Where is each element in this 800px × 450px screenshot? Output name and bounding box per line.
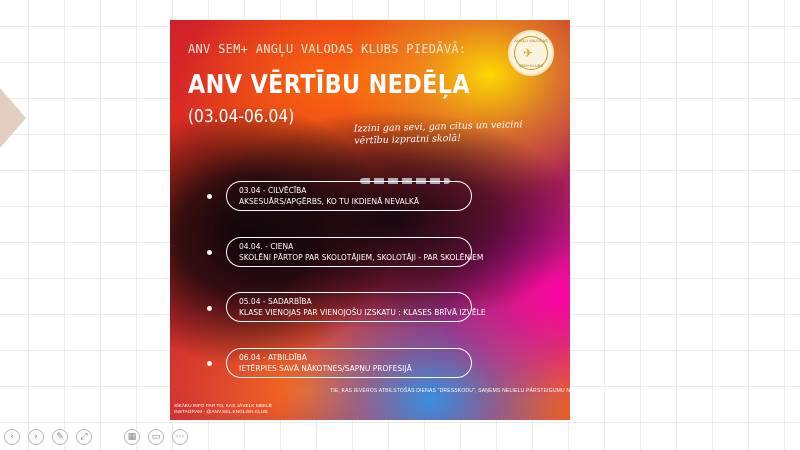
tagline-line-2: vērtību izpratni skolā! bbox=[354, 132, 462, 147]
event-4-title: 06.04 - ATBILDĪBA bbox=[239, 353, 307, 362]
tagline-line-1: Izzini gan sevi, gan citus un veicini bbox=[353, 119, 523, 135]
prev-icon[interactable]: ‹ bbox=[4, 429, 20, 445]
slide-poster bbox=[170, 20, 621, 420]
poster-dates: (03.04-06.04) bbox=[188, 106, 295, 127]
notes-icon[interactable]: ▭ bbox=[148, 429, 164, 445]
logo-top-text: ANGĻU VALODAS bbox=[514, 38, 548, 43]
poster-tagline bbox=[354, 118, 555, 147]
event-pill-2 bbox=[226, 237, 484, 267]
footer-info-line-1: SĪKĀKU INFO PAR TO, KAS JĀVELK MEKLĒ bbox=[174, 404, 273, 409]
bullet-dot bbox=[207, 250, 212, 255]
slides-icon[interactable]: ▦ bbox=[124, 429, 140, 445]
bullet-dot bbox=[207, 194, 212, 199]
event-pill-3 bbox=[226, 292, 486, 322]
poster-header: ANV SEM+ ANGĻU VALODAS KLUBS PIEDĀVĀ: bbox=[188, 42, 467, 56]
event-4-desc: IETĒRPIES SAVĀ NĀKOTNES/SAPŅU PROFESIJĀ bbox=[239, 364, 412, 373]
event-1-desc: AKSESUĀRS/APĢĒRBS, KO TU IKDIENĀ NEVALKĀ bbox=[239, 197, 419, 206]
event-pill-1 bbox=[226, 181, 472, 211]
club-logo bbox=[508, 30, 554, 76]
event-2-desc: SKOLĒNI PĀRTOP PAR SKOLOTĀJIEM, SKOLOTĀJI - PAR SKOLĒNIEM bbox=[239, 253, 484, 262]
event-3-desc: KLASE VIENOJAS PAR VIENOJOŠU IZSKATU : KLASES BRĪVĀ IZVĒLE bbox=[239, 308, 486, 317]
fullscreen-icon[interactable]: ⤢ bbox=[76, 429, 92, 445]
event-2-title: 04.04. - CIEŅA bbox=[239, 242, 294, 251]
previous-slide-arrow[interactable] bbox=[0, 88, 26, 148]
paper-plane-icon: ✈ bbox=[523, 46, 534, 60]
poster-title: ANV VĒRTĪBU NEDĒĻA bbox=[188, 70, 471, 100]
more-icon[interactable]: ⋯ bbox=[172, 429, 188, 445]
logo-bottom-text: SEM+KLUBS bbox=[518, 63, 544, 68]
footer-note: TIE, KAS IEVĒROS ATBILSTOŠĀS DIENAS "DRESSKODU", SAŅEMS NELIELU PĀRSTEIGUMU NO MŪSU KLUBIŅA :) bbox=[330, 388, 621, 394]
footer-info bbox=[174, 404, 304, 416]
next-icon[interactable]: › bbox=[28, 429, 44, 445]
event-pill-4 bbox=[226, 348, 472, 378]
event-3-title: 05.04 - SADARBĪBA bbox=[239, 297, 312, 306]
bullet-dot bbox=[207, 306, 212, 311]
footer-info-line-2: INSTAGRAM - @ANV.SEL.ENGLISH.CLUB bbox=[174, 410, 268, 415]
event-1-title: 03.04 - CILVĒCĪBA bbox=[239, 186, 307, 195]
bullet-dot bbox=[207, 361, 212, 366]
pen-icon[interactable]: ✎ bbox=[52, 429, 68, 445]
